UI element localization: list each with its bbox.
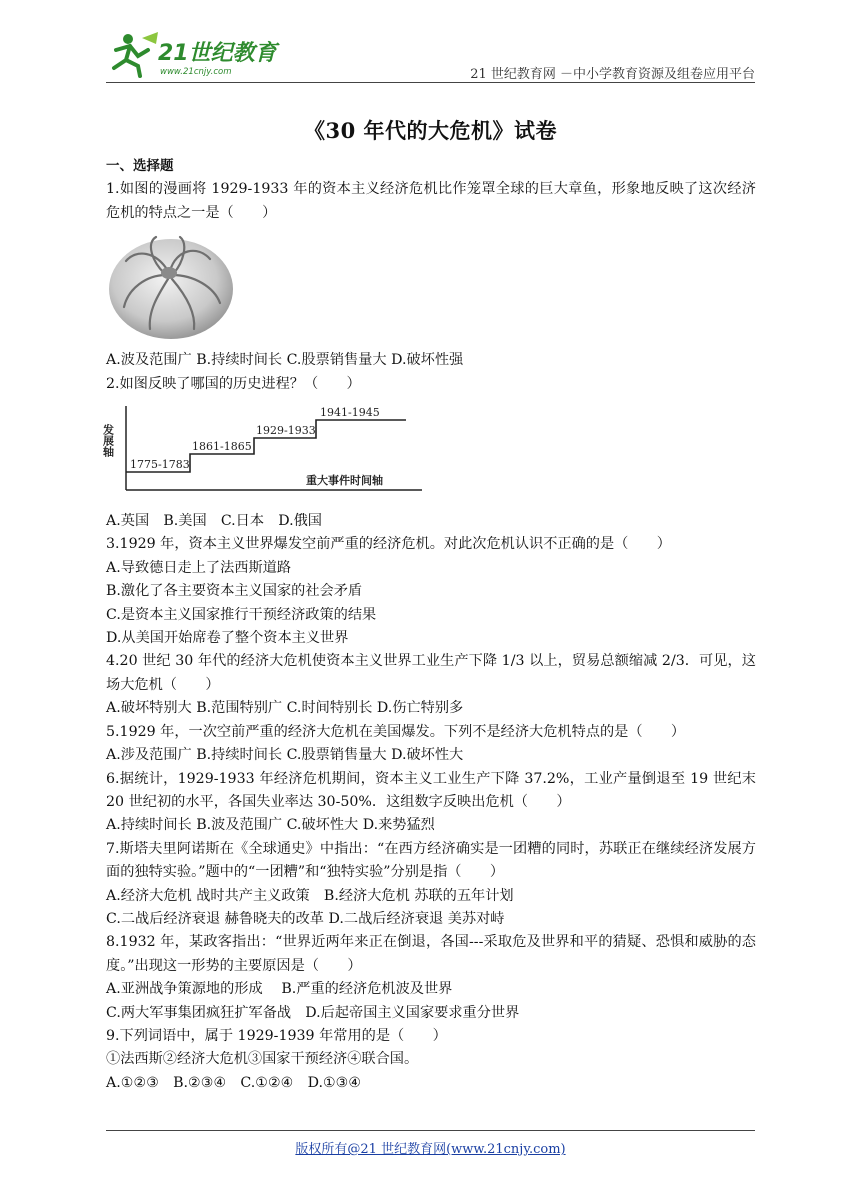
question-4-options: A.破坏特别大 B.范围特别广 C.时间特别长 D.伤亡特别多: [106, 700, 464, 717]
us-history-step-chart: [101, 402, 426, 502]
chart-step-4: 1941-1945: [320, 406, 380, 420]
section-heading: 一、选择题: [106, 158, 174, 174]
question-5-stem: 5.1929 年，一次空前严重的经济大危机在美国爆发。下列不是经济大危机特点的是（ ）: [106, 723, 686, 740]
page-title: 《30 年代的大危机》试卷: [303, 118, 558, 143]
question-4-stem: 4.20 世纪 30 年代的经济大危机使资本主义世界工业生产下降 1/3 以上，贸易总额缩减 2/3．可见，这场大危机（ ）: [106, 653, 756, 693]
question-1-stem: 1.如图的漫画将 1929-1933 年的资本主义经济危机比作笼罩全球的巨大章鱼，形象地反映了这次经济危机的特点之一是（ ）: [106, 181, 756, 221]
question-3-option-d: D.从美国开始席卷了整个资本主义世界: [106, 630, 349, 647]
runner-icon: [114, 32, 158, 76]
chart-step-3: 1929-1933: [256, 424, 316, 438]
chart-y-label: 发展轴: [101, 424, 115, 458]
question-7-stem: 7.斯塔夫里阿诺斯在《全球通史》中指出：“在西方经济确实是一团糟的同时，苏联正在继续经济发展方面的独特实验。”题中的“一团糟”和“独特实验”分别是指（ ）: [106, 840, 756, 881]
question-9-items: ①法西斯②经济大危机③国家干预经济④联合国。: [106, 1051, 419, 1068]
question-6-stem: 6.据统计，1929-1933 年经济危机期间，资本主义工业生产下降 37.2%，工业产量倒退至 19 世纪末 20 世纪初的水平，各国失业率达 30-50%．这组数字反映出危机（ ）: [106, 770, 756, 810]
site-logo: [108, 30, 283, 80]
octopus-cartoon-image: [106, 231, 236, 341]
question-6-options: A.持续时间长 B.波及范围广 C.破坏性大 D.来势猛烈: [106, 817, 435, 834]
question-9-stem: 9.下列词语中，属于 1929-1939 年常用的是（ ）: [106, 1027, 447, 1044]
question-8-options-cd: C.两大军事集团疯狂扩军备战 D.后起帝国主义国家要求重分世界: [106, 1004, 520, 1021]
question-8-options-ab: A.亚洲战争策源地的形成 B.严重的经济危机波及世界: [106, 981, 453, 998]
site-tagline: 21 世纪教育网 －中小学教育资源及组卷应用平台: [470, 67, 755, 82]
footer-divider: [106, 1130, 755, 1131]
logo-text: 21世纪教育: [158, 41, 277, 66]
copyright-link[interactable]: 版权所有@21 世纪教育网(www.21cnjy.com): [295, 1142, 566, 1157]
logo-url: www.21cnjy.com: [160, 67, 232, 77]
question-3-option-c: C.是资本主义国家推行干预经济政策的结果: [106, 606, 377, 623]
exam-content: [101, 155, 756, 1095]
header-divider: [106, 82, 755, 83]
question-1-options: A.波及范围广 B.持续时间长 C.股票销售量大 D.破坏性强: [106, 352, 464, 369]
question-2-options: A.英国 B.美国 C.日本 D.俄国: [106, 513, 322, 530]
chart-step-1: 1775-1783: [130, 458, 190, 472]
question-2-stem: 2.如图反映了哪国的历史进程？（ ）: [106, 375, 361, 392]
question-7-options-cd: C.二战后经济衰退 赫鲁晓夫的改革 D.二战后经济衰退 美苏对峙: [106, 910, 505, 927]
question-3-option-a: A.导致德日走上了法西斯道路: [106, 559, 292, 576]
chart-x-label: 重大事件时间轴: [306, 474, 383, 488]
question-5-options: A.涉及范围广 B.持续时间长 C.股票销售量大 D.破坏性大: [106, 747, 464, 764]
question-9-options: A.①②③ B.②③④ C.①②④ D.①③④: [106, 1074, 362, 1091]
question-7-options-ab: A.经济大危机 战时共产主义政策 B.经济大危机 苏联的五年计划: [106, 887, 514, 904]
question-3-stem: 3.1929 年，资本主义世界爆发空前严重的经济危机。对此次危机认识不正确的是（ ）: [106, 536, 671, 553]
question-3-option-b: B.激化了各主要资本主义国家的社会矛盾: [106, 583, 363, 600]
chart-step-2: 1861-1865: [192, 440, 252, 454]
question-8-stem: 8.1932 年，某政客指出：“世界近两年来正在倒退，各国---采取危及世界和平的猜疑、恐惧和威胁的态度。”出现这一形势的主要原因是（ ）: [106, 934, 756, 974]
